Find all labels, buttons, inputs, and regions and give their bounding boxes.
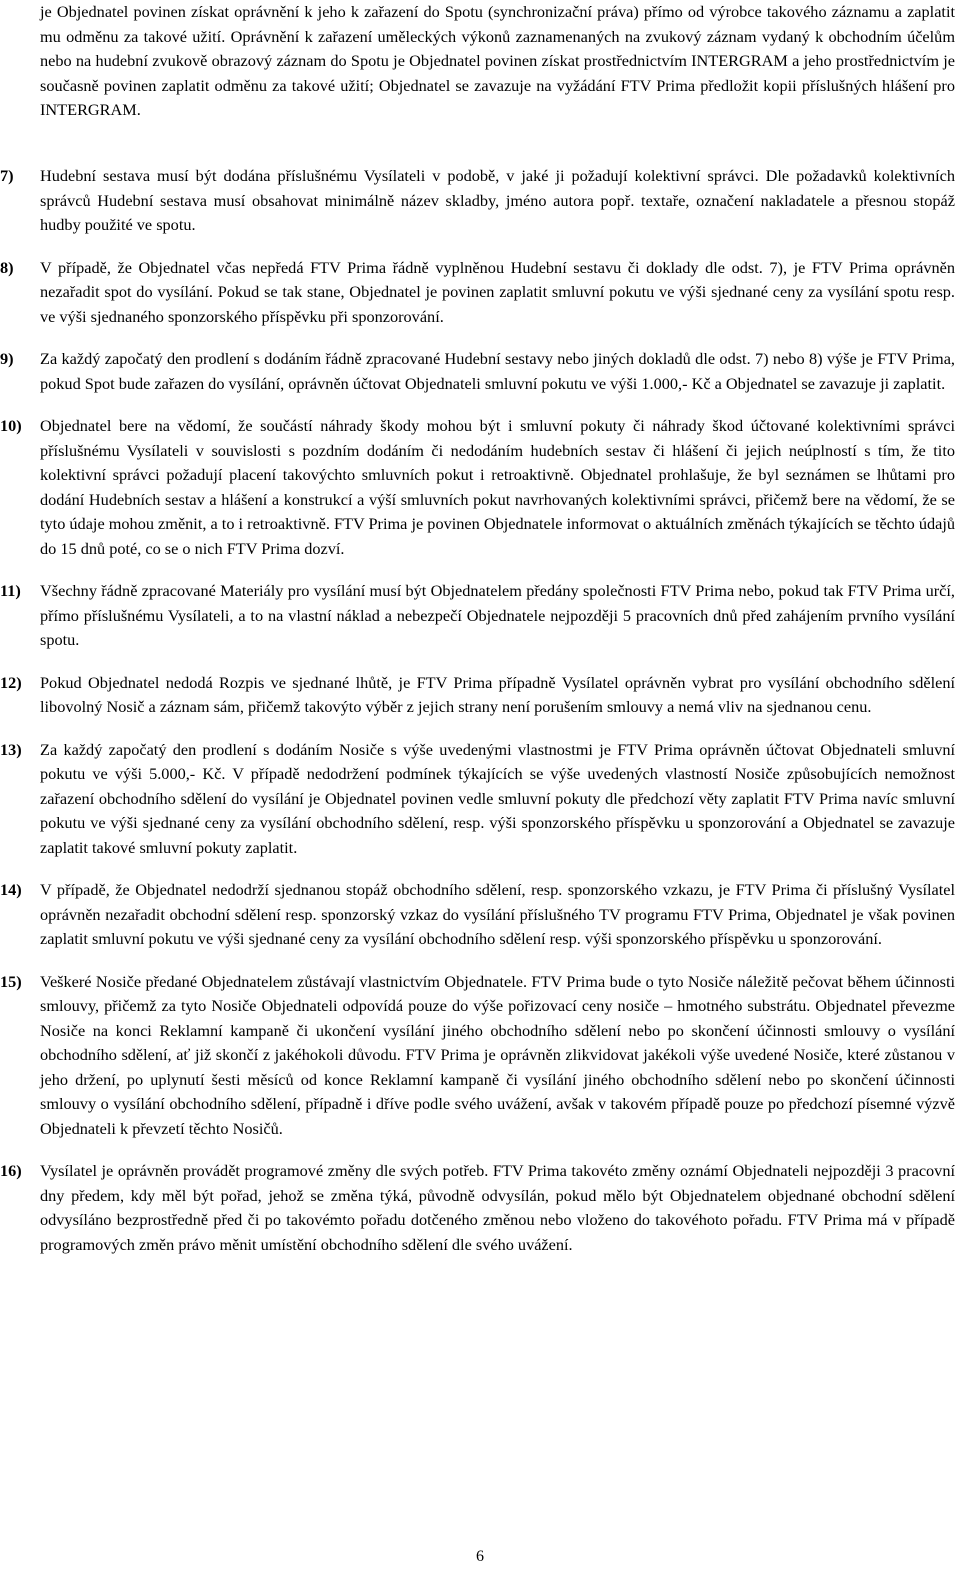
clause-item (0, 414, 955, 561)
clause-text: Všechny řádně zpracované Materiály pro vysílání musí být Objednatelem předány společnosti FTV Prima nebo, pokud tak FTV Prima určí, přímo příslušnému Vysílateli, a to na vlastní náklad a nebezpečí Objednatele nejpozději 5 pracovních dnů před zahájením prvního vysílání spotu. (40, 581, 955, 649)
clause-number: 7) (0, 166, 14, 185)
clause-text: Pokud Objednatel nedodá Rozpis ve sjednané lhůtě, je FTV Prima případně Vysílatel oprávněn vybrat pro vysílání obchodního sdělení libovolný Nosič a záznam sám, přičemž takovýto výběr z jejich strany není porušením smlouvy a nemá vliv na sjednanou cenu. (40, 672, 955, 716)
clause-number: 12) (0, 672, 22, 692)
clause-item (0, 347, 955, 396)
clause-list (0, 164, 960, 1275)
clause-text: Hudební sestava musí být dodána příslušnému Vysílateli v podobě, v jaké ji požadují kolektivní správci. Dle požadavků kolektivních správců Hudební sestava musí obsahovat minimálně název skladby, jméno autora popř. textaře, označení nakladatele a přesnou stopáž hudby použité ve spotu. (40, 166, 955, 234)
clause-number: 10) (0, 416, 22, 435)
clause-text: Za každý započatý den prodlení s dodáním řádně zpracované Hudební sestavy nebo jiných dokladů dle odst. 7) nebo 8) výše je FTV Prima, pokud Spot bude zařazen do vysílání, oprávněn účtovat Objednateli smluvní pokutu ve výši 1.000,- Kč a Objednatel se zavazuje ji zaplatit. (40, 349, 955, 393)
clause-item (0, 164, 955, 238)
clause-text: Vysílatel je oprávněn provádět programové změny dle svých potřeb. FTV Prima takovéto změny oznámí Objednateli nejpozději 3 pracovní dny předem, kdy měl být pořad, jehož se změna týká, původně odvysílán, pokud mělo být Objednatelem objednané obchodní sdělení odvysíláno bezprostředně před či po takovémto pořadu dotčeného změnou nebo vloženo do takovéhoto pořadu. FTV Prima má v případě programových změn právo měnit umístění obchodního sdělení dle svého uvážení. (40, 1161, 955, 1254)
clause-number: 11) (0, 581, 21, 600)
clause-number: 13) (0, 739, 22, 759)
clause-number: 14) (0, 880, 22, 899)
clause-text: Objednatel bere na vědomí, že součástí náhrady škody mohou být i smluvní pokuty či náhrady škod účtované kolektivními správci příslušnému Vysílateli v souvislosti s pozdním dodáním či nedodáním hudebních sestav či hlášení či jejich neúplností s tím, že tito kolektivní správci požadují placení takovýchto smluvních pokut i retroaktivně. Objednatel prohlašuje, že byl seznámen se lhůtami pro dodání Hudebních sestav a hlášení a konstrukcí a výší smluvních pokut navrhovaných kolektivními správci, přičemž bere na vědomí, že se tyto údaje mohou změnit, a to i retroaktivně. FTV Prima je povinen Objednatele informovat o aktuálních změnách týkajících se těchto údajů do 15 dnů poté, co se o nich FTV Prima dozví. (40, 416, 955, 558)
clause-number: 15) (0, 971, 22, 991)
clause-text: V případě, že Objednatel včas nepředá FTV Prima řádně vyplněnou Hudební sestavu či doklady dle odst. 7), je FTV Prima oprávněn nezařadit spot do vysílání. Pokud se tak stane, Objednatel je povinen zaplatit smluvní pokutu ve výši sjednané ceny za vysílání spotu resp. ve výši sjednaného sponzorského příspěvku při sponzorování. (40, 257, 955, 326)
clause-item (0, 1159, 955, 1257)
clause-item (0, 579, 955, 653)
clause-text: V případě, že Objednatel nedodrží sjednanou stopáž obchodního sdělení, resp. sponzorského vzkazu, je FTV Prima či příslušný Vysílatel oprávněn nezařadit obchodní sdělení resp. sponzorský vzkaz do vysílání příslušného TV programu FTV Prima, Objednatel je však povinen zaplatit smluvní pokutu ve výši sjednané ceny za vysílání obchodního sdělení resp. výši sponzorského příspěvku u sponzorování. (40, 880, 955, 948)
clause-text: Za každý započatý den prodlení s dodáním Nosiče s výše uvedenými vlastnostmi je FTV Prima oprávněn účtovat Objednateli smluvní pokutu ve výši 5.000,- Kč. V případě nedodržení podmínek týkajících se výše uvedených vlastností Nosiče způsobujících nemožnost zařazení obchodního sdělení do vysílání je Objednatel povinen vedle smluvní pokuty dle předchozí věty zaplatit FTV Prima navíc smluvní pokutu ve výši sjednané ceny za vysílání obchodního sdělení, resp. výši sponzorského příspěvku u sponzorování a Objednatel se zavazuje zaplatit takové smluvní pokuty zaplatit. (40, 739, 955, 857)
clause-item (0, 878, 955, 952)
clause-item (0, 671, 955, 720)
intro-paragraph: je Objednatel povinen získat oprávnění k jeho k zařazení do Spotu (synchronizační práva) přímo od výrobce takového záznamu a zaplatit mu odměnu za takové užití. Oprávnění k zařazení uměleckých výkonů zaznamenaných na zvukový záznam vydaný k obchodním účelům nebo na hudební zvukově obrazový záznam do Spotu je Objednatel povinen získat prostřednictvím INTERGRAM a jeho prostřednictvím je současně povinen zaplatit odměnu za takové užití; Objednatel se zavazuje na vyžádání FTV Prima předložit kopii příslušných hlášení pro INTERGRAM. (40, 2, 955, 119)
clause-item (0, 738, 955, 861)
page-number: 6 (476, 1548, 484, 1565)
clause-item (0, 256, 955, 330)
clause-text: Veškeré Nosiče předané Objednatelem zůstávají vlastnictvím Objednatele. FTV Prima bude o tyto Nosiče náležitě pečovat během účinnosti smlouvy, přičemž za tyto Nosiče Objednateli odpovídá pouze do výše pořizovací ceny nosiče – hmotného substrátu. Objednatel převezme Nosiče na konci Reklamní kampaně či ukončení vysílání jiného obchodního sdělení nebo po skončení účinnosti smlouvy o vysílání obchodního sdělení, ať již skončí z jakéhokoli důvodu. FTV Prima je oprávněn zlikvidovat jakékoli výše uvedené Nosiče, které zůstanou v jeho držení, po uplynutí šesti měsíců od konce Reklamní kampaně či vysílání jiného obchodního sdělení nebo po skončení účinnosti smlouvy o vysílání obchodního sdělení, případně i dříve podle svého uvážení, avšak v takovém případě pouze po předchozí písemné výzvě Objednateli k převzetí těchto Nosičů. (40, 971, 955, 1138)
clause-item (0, 970, 955, 1142)
clause-number: 16) (0, 1161, 22, 1180)
clause-number: 8) (0, 257, 14, 277)
clause-number: 9) (0, 349, 14, 368)
